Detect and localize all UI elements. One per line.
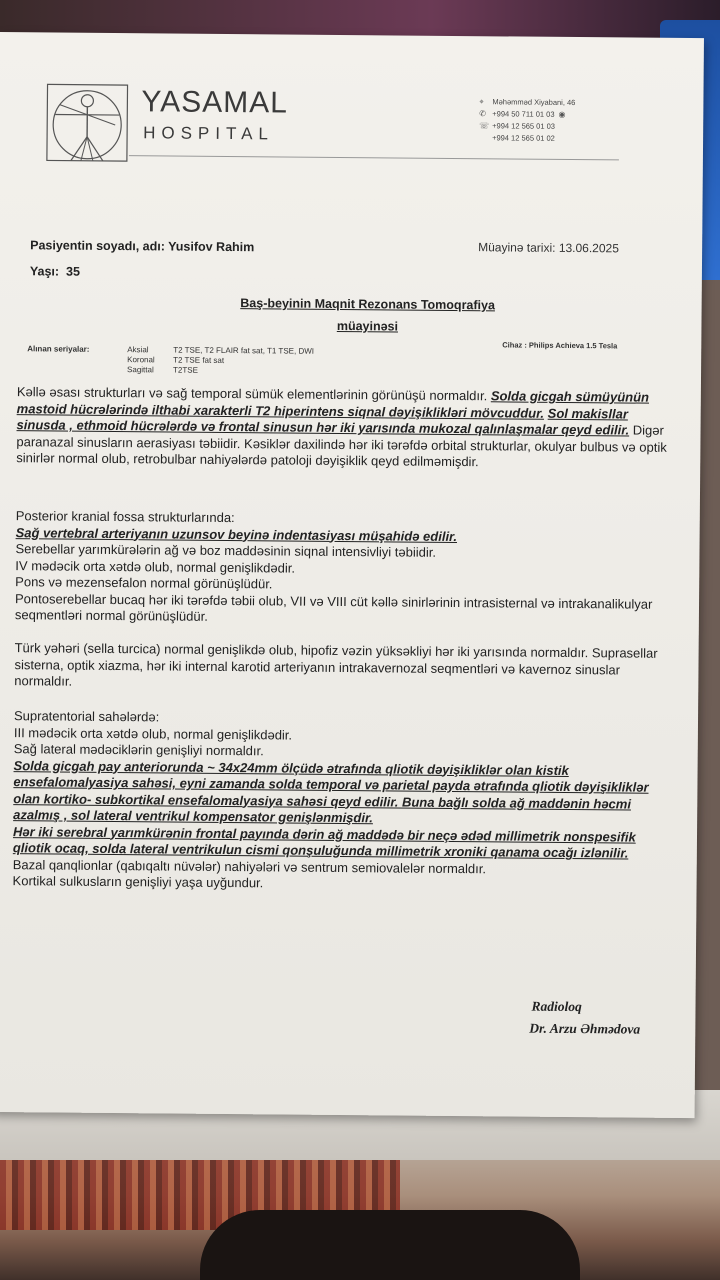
- whatsapp-icon: ✆: [479, 109, 487, 119]
- location-pin-icon: ⌖: [479, 97, 484, 107]
- exam-date: 13.06.2025: [558, 240, 619, 256]
- series-value: T2TSE: [173, 365, 199, 375]
- device-info: Cihaz : Philips Achieva 1.5 Tesla: [502, 340, 618, 351]
- series-row: [127, 345, 314, 356]
- text-run: Kəsiklər daxilində hər iki tərəfdə orbital strukturlar, okulyar bulbus və optik sinirlər normal olub, retrobulbar nahiyələrdə patoloji dəyişiklik qeyd edilməmişdir.: [16, 435, 667, 470]
- section-skull-base: [16, 384, 679, 472]
- exam-date-row: [478, 240, 619, 255]
- report-title-line2: müayinəsi: [336, 318, 399, 334]
- paragraph: [16, 384, 679, 472]
- series-name: Koronal: [127, 355, 155, 365]
- report-title: [187, 292, 547, 339]
- text-run: Digər paranazal sinusların aerasiyası təbiidir.: [16, 422, 664, 451]
- signature-name: Dr. Arzu Əhmədova: [529, 1020, 641, 1037]
- finding-highlight: Solda gicgah sümüyünün mastoid hücrələrində ilthabi xarakterli T2 hiperintens siqnal dəyişiklikləri mövcuddur.: [16, 388, 650, 421]
- patient-name-label: Pasiyentin soyadı, adı:: [30, 238, 165, 254]
- finding-highlight: Sol makisllar sinusda , ethmoid hücrələrdə və frontal sinusun hər iki yarısında mukozal qalınlaşmalar qeyd edilir.: [16, 405, 630, 438]
- series-row: [127, 365, 198, 375]
- patient-age-label: Yaşı:: [29, 264, 60, 279]
- text-line: Türk yəhəri (sella turcica) normal genişlikdə olub, hipofiz vəzin yüksəkliyi hər iki yarısında normaldır. Suprasellar sisterna, optik xiazma, hər iki internal karotid arteriyanın intrakavernozal seqmentləri və kavernoz sinuslar normaldır.: [14, 640, 658, 689]
- series-row: [127, 355, 224, 365]
- section-heading: Supratentorial sahələrdə:: [13, 708, 160, 725]
- finding-highlight: Hər iki serebral yarımkürənin frontal payında dərin ağ maddədə bir neçə ədəd millimetrik nonspesifik qliotik ocaq, solda lateral ventrikulun cismi qonşuluğunda millimetrik xroniki qanama ocağı izlənilir.: [12, 823, 636, 861]
- address-text: Məhəmməd Xiyabani, 46: [492, 97, 576, 108]
- report-sheet: [0, 32, 704, 1118]
- phone-1: +994 50 711 01 03: [492, 109, 555, 119]
- text-line: Sağ lateral mədəciklərin genişliyi normaldır.: [13, 741, 264, 759]
- text-line: Kortikal sulkusların genişliyi yaşa uyğundur.: [12, 873, 264, 891]
- vitruvian-logo-icon: [41, 76, 134, 169]
- dark-object: [200, 1210, 580, 1280]
- report-title-line1: Baş-beyinin Maqnit Rezonans Tomoqrafiya: [240, 296, 496, 313]
- series-label: Alınan seriyalar:: [27, 344, 90, 354]
- section-heading: Posterior kranial fossa strukturlarında:: [15, 508, 235, 526]
- patient-age: 35: [65, 264, 81, 279]
- text-line: Pontoserebellar bucaq hər iki tərəfdə təbii olub, VII və VIII cüt kəllə sinirlərinin intrasisternal və intrakanalikulyar seqmentləri normal görünüşlüdür.: [14, 590, 653, 624]
- series-name: Sagittal: [127, 365, 154, 375]
- series-value: T2 TSE fat sat: [173, 355, 225, 365]
- text-line: Serebellar yarımkürələrin ağ və boz maddəsinin siqnal intensivliyi təbiidir.: [15, 541, 437, 560]
- text-line: Pons və mezensefalon normal görünüşlüdür.: [15, 574, 273, 592]
- signature-role: Radioloq: [531, 998, 582, 1015]
- phone-3: +994 12 565 01 02: [492, 133, 555, 143]
- section-sella: [14, 640, 676, 695]
- hospital-name: YASAMAL: [141, 85, 289, 120]
- text-run: Kəllə əsası strukturları və sağ temporal sümük elementlərinin görünüşü normaldır.: [16, 384, 488, 404]
- series-value: T2 TSE, T2 FLAIR fat sat, T1 TSE, DWI: [173, 345, 315, 356]
- hospital-subname: HOSPITAL: [143, 123, 275, 144]
- finding-highlight: Sağ vertebral arteriyanın uzunsov beyinə indentasiyası müşahidə edilir.: [15, 524, 458, 544]
- finding-highlight: Solda gicgah pay anteriorunda ~ 34x24mm ölçüdə ətrafında qliotik dəyişikliklər olan kistik ensefalomalyasiya sahəsi, eyni zamanda solda temporal və parietal payda ətrafında qliotik dəyişikliklər olan kortiko- subkortikal ensefalomalyasiya sahəsi qeyd edilir. Buna bağlı solda ağ maddənin həcmi azalmış , sol lateral ventrikul kompensator genişlənmişdir.: [13, 757, 649, 826]
- exam-date-label: Müayinə tarixi:: [478, 240, 556, 255]
- patient-age-row: [30, 264, 80, 278]
- phone-2: +994 12 565 01 03: [492, 121, 556, 131]
- section-supratentorial: [13, 708, 677, 895]
- patient-name: Yusifov Rahim: [168, 239, 255, 255]
- patient-name-row: [30, 238, 254, 254]
- text-line: Bazal qanqlionlar (qabıqaltı nüvələr) nahiyələri və sentrum semiovalelər normaldır.: [12, 856, 487, 876]
- section-posterior-fossa: [15, 508, 678, 629]
- text-line: IV mədəcik orta xətdə olub, normal genişlikdədir.: [15, 557, 296, 576]
- series-name: Aksial: [127, 345, 149, 355]
- phone-icon: ☏: [479, 121, 490, 131]
- contact-block: [479, 96, 575, 145]
- header-divider: [129, 155, 619, 160]
- text-line: III mədəcik orta xətdə olub, normal genişlikdədir.: [13, 724, 293, 743]
- message-icon: ◉: [558, 109, 566, 119]
